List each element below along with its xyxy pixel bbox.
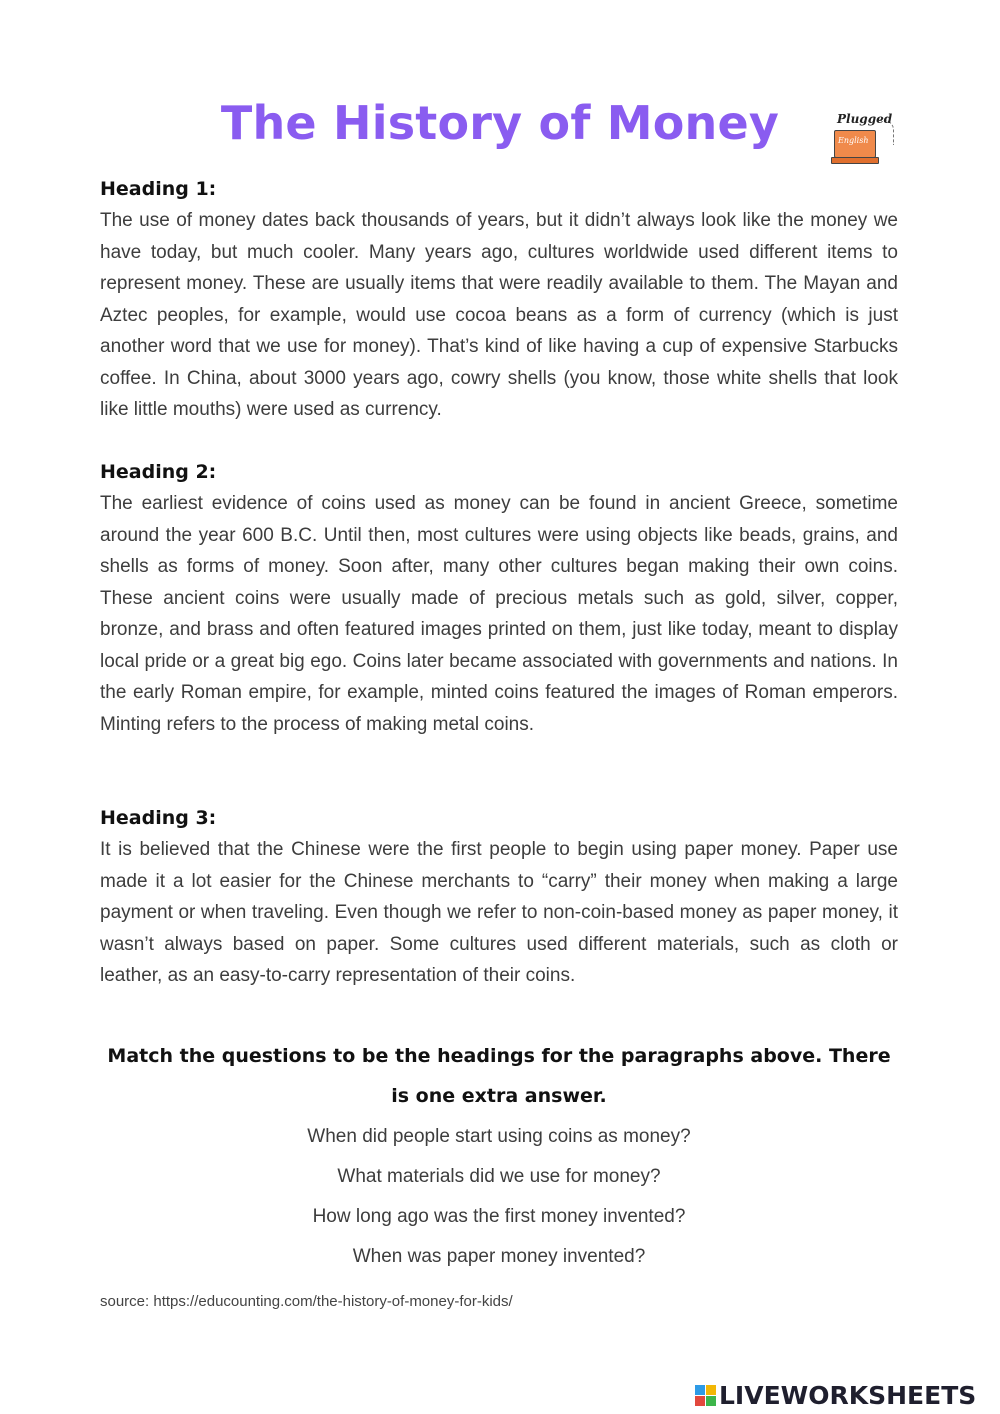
page-title: The History of Money [220,96,780,150]
section-heading: Heading 2: [100,461,217,483]
matching-instruction: Match the questions to be the headings for the paragraphs above. There is one extra answer. [107,1045,891,1107]
logo-subword: English [838,136,869,145]
section-heading: Heading 1: [100,178,217,200]
liveworksheets-watermark [695,1380,976,1410]
question-item: How long ago was the first money invented? [312,1206,686,1227]
question-item: When did people start using coins as money? [307,1126,691,1147]
section-paragraph: The use of money dates back thousands of years, but it didn’t always look like the money we have today, but much cooler. Many years ago, cultures worldwide used different items to represent money. These are usually items that were readily available to them. The Mayan and Aztec peoples, for example, would use cocoa beans as a form of currency (which is just another word that we use for money). That’s kind of like having a cup of expensive Starbucks coffee. In China, about 3000 years ago, cowry shells (you know, those white shells that look like little mouths) were used as currency. [100,210,898,420]
plugged-english-logo [829,110,899,170]
watermark-text: LIVEWORKSHEETS [719,1380,977,1410]
section-heading: Heading 3: [100,807,217,829]
laptop-base-icon [831,157,879,164]
section-paragraph: It is believed that the Chinese were the first people to begin using paper money. Paper use made it a lot easier for the Chinese merchants to “carry” their money when making a large payment or when traveling. Even though we refer to non-coin-based money as paper money, it wasn’t always based on paper. Some cultures used different materials, such as cloth or leather, as an easy-to-carry representation of their coins. [100,839,898,986]
section-2 [100,457,898,740]
logo-word: Plugged [837,112,893,126]
question-item: When was paper money invented? [352,1246,646,1267]
section-paragraph: The earliest evidence of coins used as money can be found in ancient Greece, sometime around the year 600 B.C. Until then, most cultures were using objects like beads, grains, and shells as forms of money. Soon after, many other cultures began making their own coins. These ancient coins were usually made of precious metals such as gold, silver, copper, bronze, and brass and often featured images printed on them, just like today, meant to display local pride or a great big ego. Coins later became associated with governments and nations. In the early Roman empire, for example, minted coins featured the images of Roman emperors. Minting refers to the process of making metal coins. [100,493,898,735]
section-3 [100,803,898,992]
section-1 [100,174,898,426]
question-list [100,1117,898,1277]
source-citation: source: https://educounting.com/the-history-of-money-for-kids/ [100,1293,513,1310]
question-item: What materials did we use for money? [337,1166,661,1187]
liveworksheets-logo-icon [695,1385,716,1406]
